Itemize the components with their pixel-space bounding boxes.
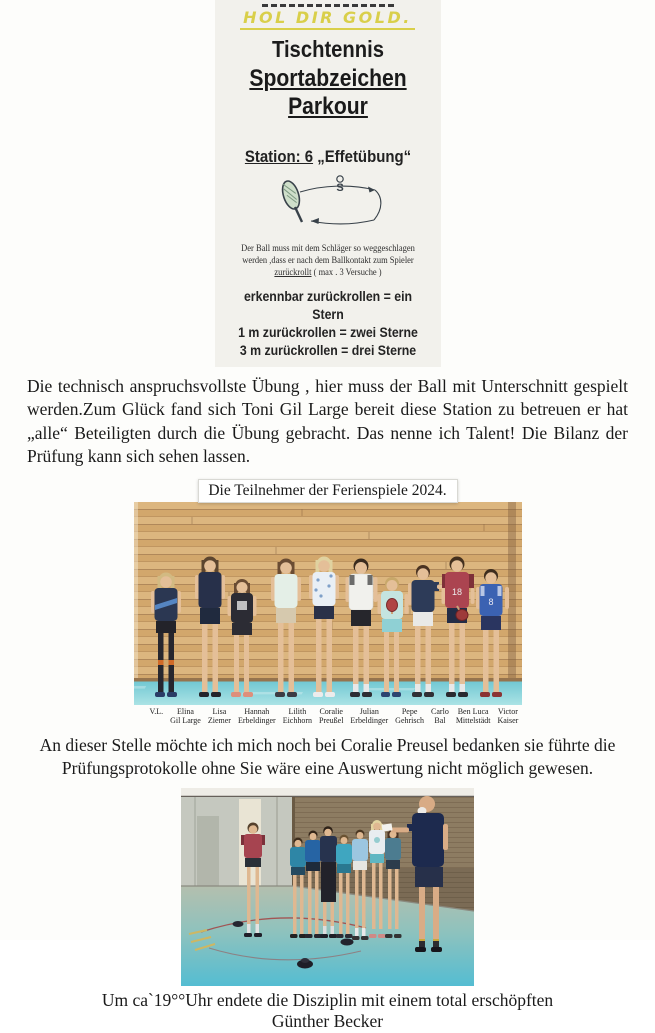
station-heading [228, 147, 427, 167]
name-col-hannah: Hannah Erbeldinger [237, 706, 276, 726]
jersey-number-18: 18 [451, 586, 462, 597]
rule-line-3-rest: ( max . 3 Versuche ) [311, 266, 382, 277]
name-col-lisa: Lisa Ziemer [207, 706, 231, 726]
photo-caption: Die Teilnehmer der Ferienspiele 2024. [198, 479, 458, 503]
name-col-lilith: Lilith Eichhorn [282, 706, 313, 726]
rule-keyword: zurückrollt [273, 266, 312, 277]
scoring-rules [228, 287, 427, 359]
flyer-title: Tischtennis [271, 36, 384, 62]
station-name: „Effetübung“ [312, 146, 411, 166]
handwritten-note: HOL DIR GOLD. [240, 8, 415, 30]
group-photo-block [134, 479, 522, 726]
name-col-elina: Elina Gil Large [170, 706, 201, 726]
racket-spin-diagram-icon [253, 171, 403, 233]
station-flyer [215, 0, 441, 367]
name-col-carlo: Carlo Bal [431, 706, 449, 726]
station-label: Station: 6 [244, 146, 313, 166]
name-col-julian: Julian Erbeldinger [350, 706, 389, 726]
rule-line-2: werden ,dass er nach dem Ballkontakt zum Spieler [241, 254, 414, 265]
paragraph-thanks: An dieser Stelle möchte ich mich noch bei Coralie Preusel bedanken sie führte die Prüfungsprotokolle ohne Sie wäre eine Auswertung nicht möglich gewesen. [39, 734, 616, 778]
scoring-line-2: 1 m zurückrollen = zwei Sterne [237, 323, 418, 340]
name-col-coralie: Coralie Preußel [319, 706, 344, 726]
group-photo [134, 502, 522, 705]
names-legend: V.L. [149, 706, 164, 716]
name-col-pepe: Pepe Gehrisch [395, 706, 425, 726]
closing-line-2: Günther Becker [271, 1011, 384, 1032]
rule-text [221, 242, 433, 278]
rule-line-1: Der Ball muss mit dem Schläger so weggeschlagen [240, 242, 415, 253]
name-col-benluca: Ben Luca Mittelstädt [455, 706, 491, 726]
flyer-subtitle: Sportabzeichen Parkour [248, 65, 407, 121]
spin-label: S [335, 181, 344, 194]
effet-diagram [253, 171, 403, 238]
award-photo-block [181, 788, 474, 986]
scoring-line-1: erkennbar zurückrollen = ein Stern [243, 287, 412, 322]
award-photo [181, 788, 474, 986]
name-col-victor: Victor Kaiser [497, 706, 519, 726]
closing-line-1: Um ca`19°°Uhr endete die Disziplin mit einem total erschöpften [101, 989, 554, 1010]
closing-text [0, 990, 655, 1033]
photo-names-row [134, 707, 522, 726]
jersey-number-8: 8 [487, 596, 494, 607]
paragraph-exercise-description: Die technisch anspruchsvollste Übung , hier muss der Ball mit Unterschnitt gespielt werden.Zum Glück fand sich Toni Gil Large bereit diese Station zu betreuen er hat „alle“ Beteiligten durch die Übung gebracht. Das nenne ich Talent! Die Bilanz der Prüfung kann sich sehen lassen. [27, 375, 628, 467]
rule-line-3 [221, 266, 433, 278]
scoring-line-3: 3 m zurückrollen = drei Sterne [239, 341, 416, 358]
